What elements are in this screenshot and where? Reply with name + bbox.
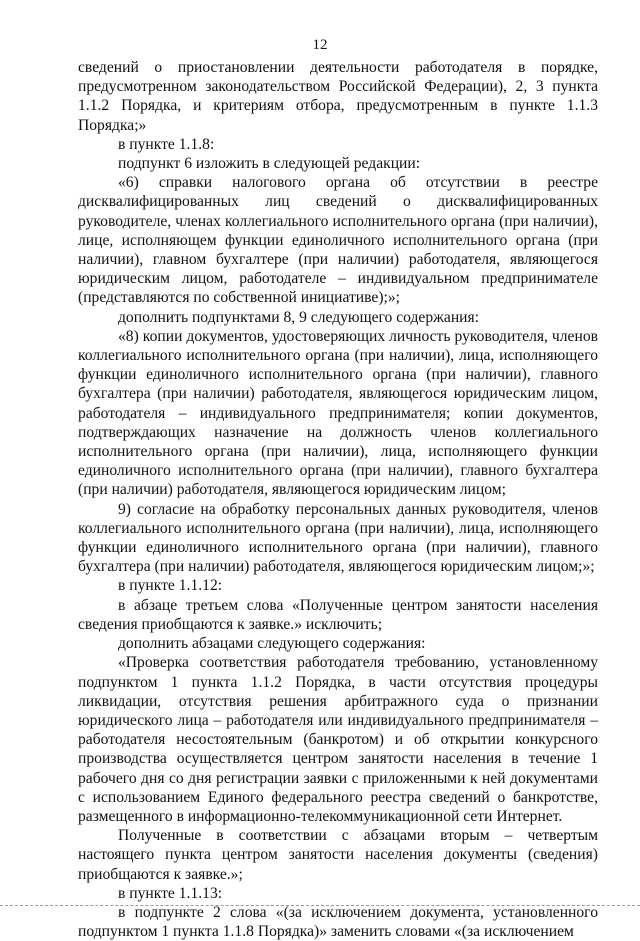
paragraph: «Проверка соответствия работодателя требованию, установленному подпунктом 1 пункта 1.1.2 Порядка, в части отсутствия процедуры ликвидации, отсутствия решения арбитражного суда о признании юридического лица – работодателя или индивидуального предпринимателя – работодателя несостоятельным (банкротом) и об открытии конкурсного производства осуществляется центром занятости населения в течение 1 рабочего дня со дня регистрации заявки с приложенными к ней документами с использованием Единого федерального реестра сведений о банкротстве, размещенного в информационно-телекоммуникационной сети Интернет. (78, 654, 598, 825)
paragraph: в пункте 1.1.12: (118, 577, 223, 595)
paragraph: дополнить подпунктами 8, 9 следующего содержания: (118, 308, 480, 326)
paragraph: в пункте 1.1.13: (118, 884, 223, 902)
paragraph: «6) справки налогового органа об отсутствии в реестре дисквалифицированных лиц сведений о дисквалифицированных руководителе, членах коллегиального исполнительного органа (при наличии), лице, исполняющем функции единоличного исполнительного органа (при наличии), главном бухгалтере (при наличии) работодателя, являющегося юридическим лицом, работодателе – индивидуальном предпринимателе (представляются по собственной инициативе);»; (78, 174, 598, 307)
paragraph: сведений о приостановлении деятельности работодателя в порядке, предусмотренном законодательством Российской Федерации), 2, 3 пункта 1.1.2 Порядка, и критериям отбора, предусмотренным в пункте 1.1.3 Порядка;» (78, 59, 598, 134)
paragraph: 9) согласие на обработку персональных данных руководителя, членов коллегиального исполнительного органа (при наличии), лица, исполняющего функции единоличного исполнительного органа (при наличии), главного бухгалтера (при наличии) работодателя, являющегося юридическим лицом;»; (78, 500, 598, 576)
paragraph: «8) копии документов, удостоверяющих личность руководителя, членов коллегиального исполнительного органа (при наличии), лица, исполняющего функции единоличного исполнительного органа (при наличии), главного бухгалтера (при наличии) работодателя, являющегося юридическим лицом, работодателя – индивидуального предпринимателя; копии документов, подтверждающих назначение на должность членов коллегиального исполнительного органа (при наличии), лица, исполняющего функции единоличного исполнительного органа (при наличии), главного бухгалтера (при наличии) работодателя, являющегося юридическим лицом; (78, 327, 598, 499)
paragraph: дополнить абзацами следующего содержания: (118, 635, 426, 653)
paragraph: в абзаце третьем слова «Полученные центром занятости населения сведения приобщаются к заявке.» исключить; (78, 596, 598, 633)
page-number: 12 (312, 37, 328, 53)
document-body (78, 58, 598, 941)
paragraph: подпункт 6 изложить в следующей редакции: (118, 155, 421, 173)
paragraph: Полученные в соответствии с абзацами вторым – четвертым настоящего пункта центром занятости населения документы (сведения) приобщаются к заявке.»; (78, 827, 598, 883)
paragraph: в пункте 1.1.8: (118, 135, 215, 153)
paragraph: в подпункте 2 слова «(за исключением документа, установленного подпунктом 1 пункта 1.1.8 Порядка)» заменить словами «(за исключением (78, 903, 598, 941)
scan-edge-divider (0, 905, 640, 906)
